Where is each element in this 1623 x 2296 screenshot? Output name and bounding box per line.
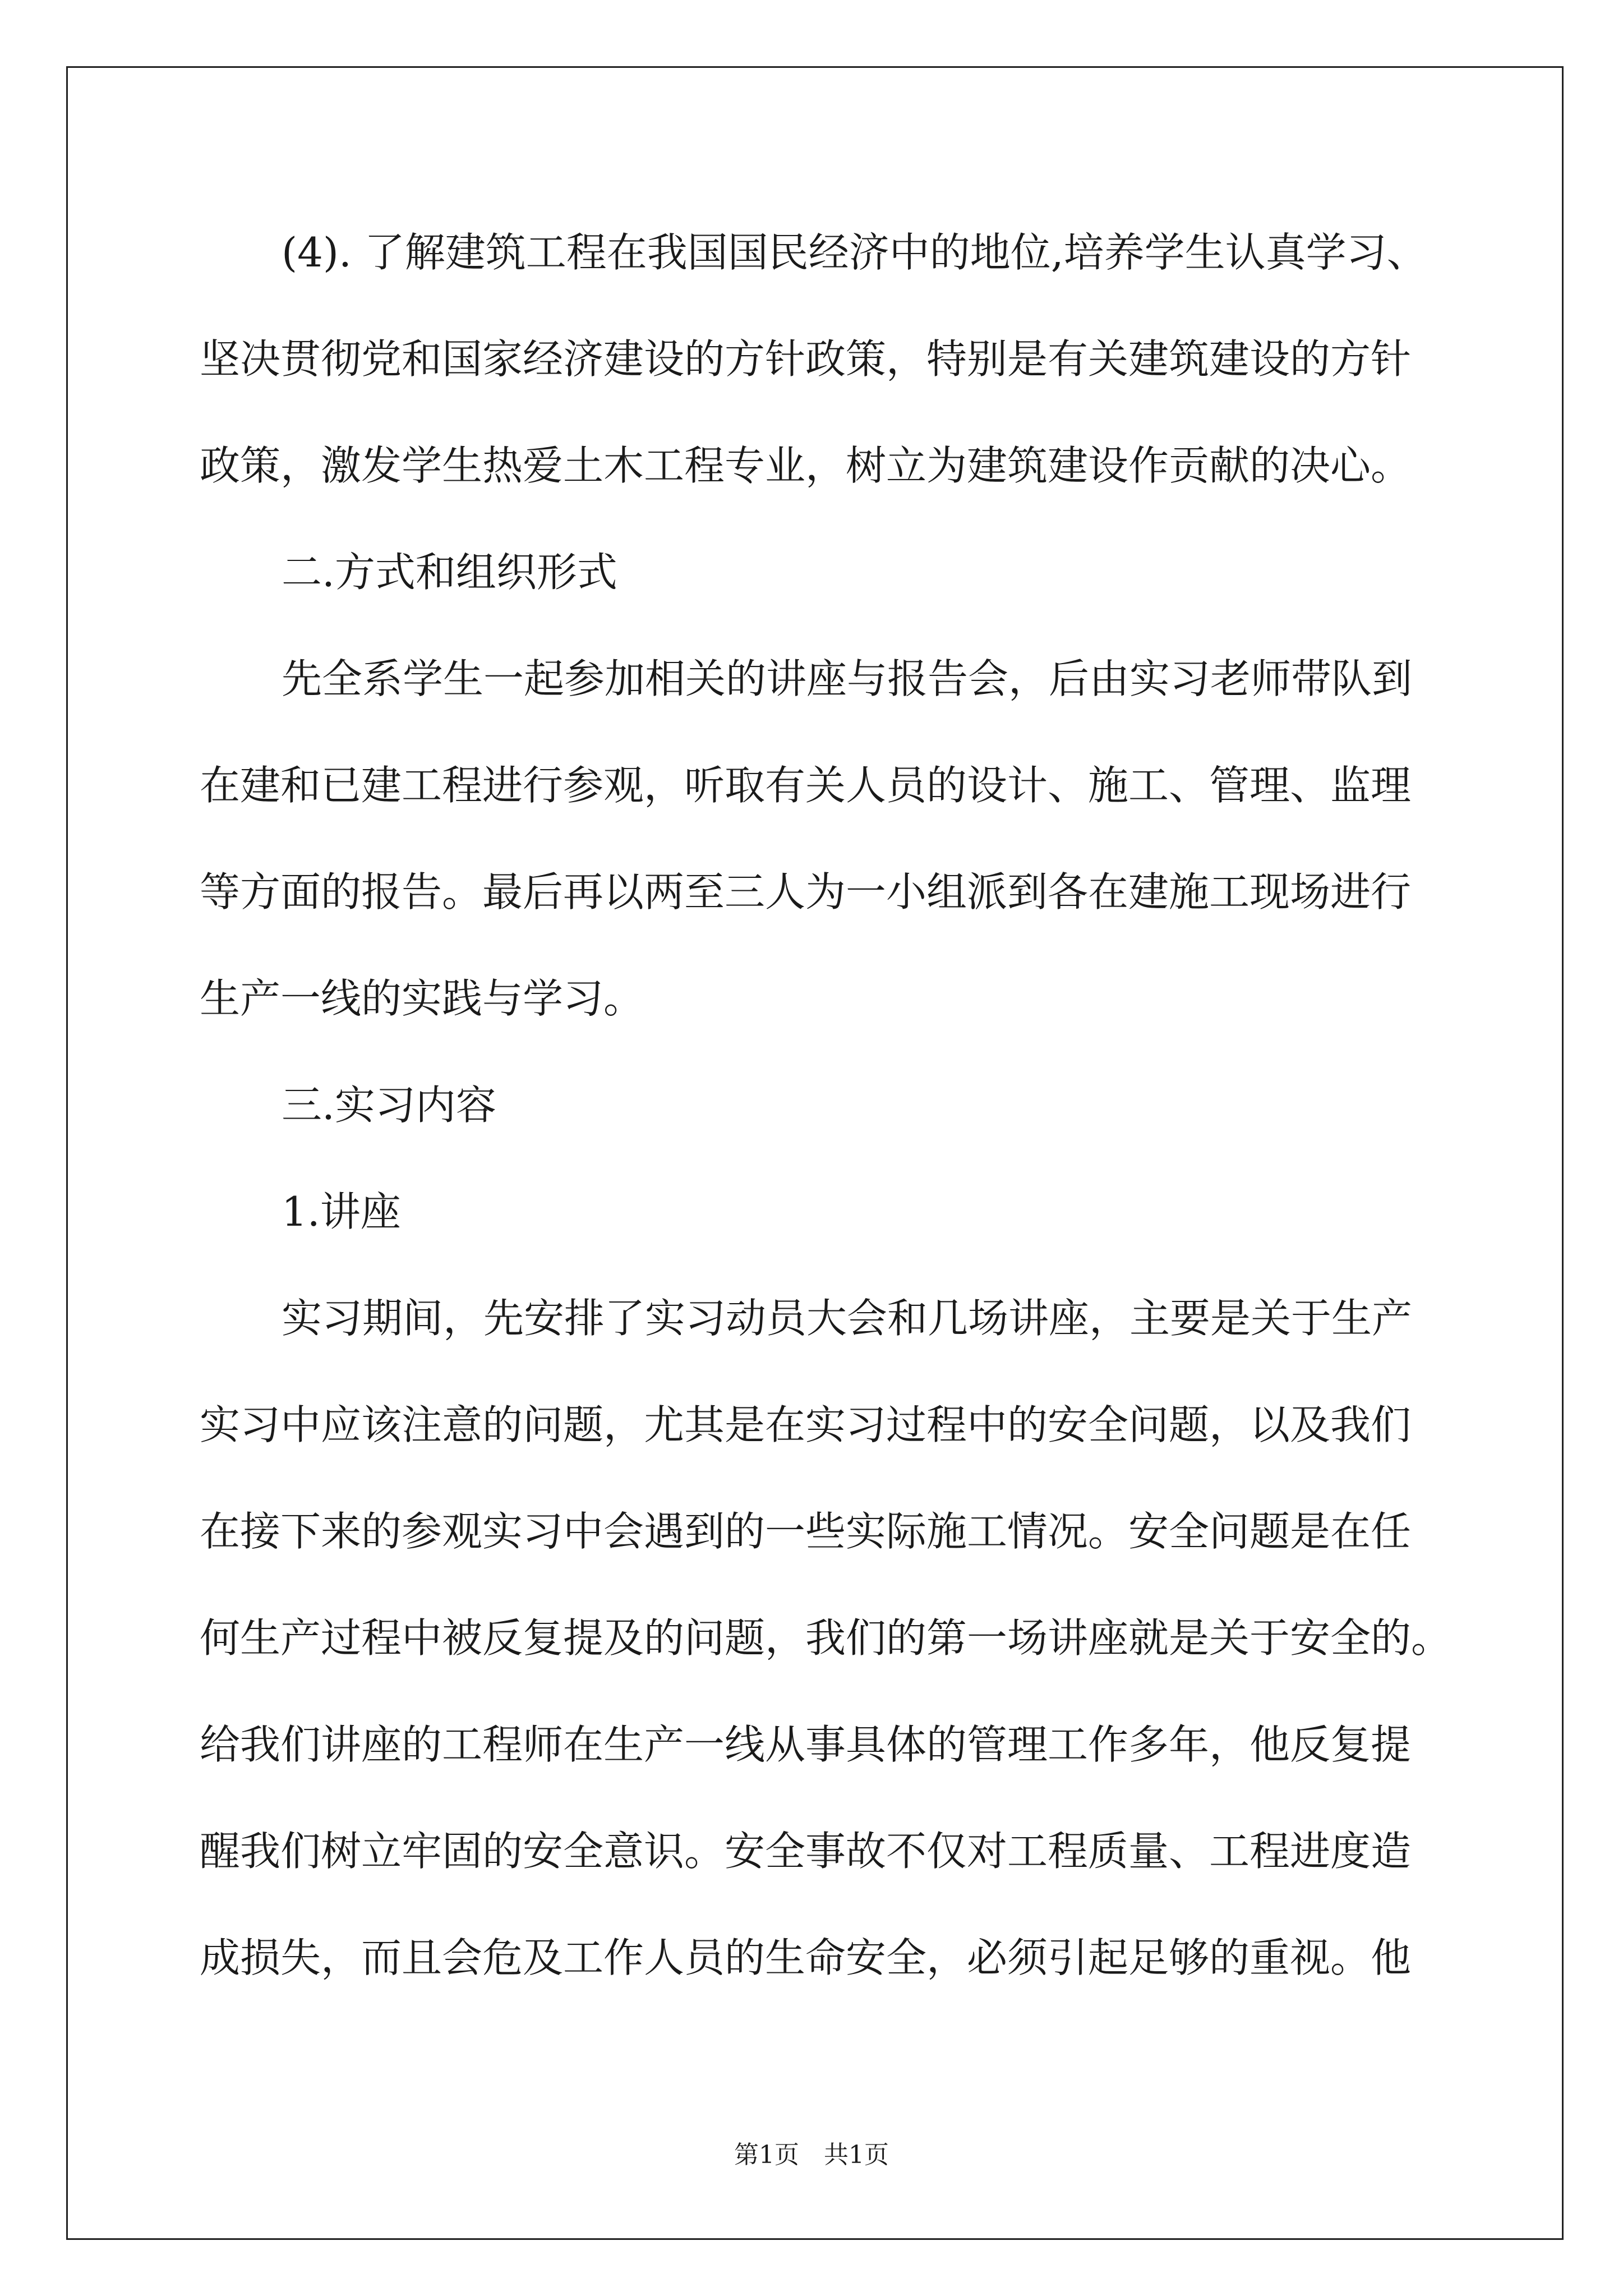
heading-text: 二.方式和组织形式 (282, 549, 617, 596)
current-page-number: 第1页 (734, 2141, 799, 2169)
text-line: 何生产过程中被反复提及的问题，我们的第一场讲座就是关于安全的。 (200, 1614, 1452, 1662)
text-line: 等方面的报告。最后再以两至三人为一小组派到各在建施工现场进行 (200, 868, 1412, 915)
text-line: 生产一线的实践与学习。 (200, 975, 644, 1022)
paragraph (200, 625, 1534, 1052)
subsection-heading (200, 1158, 1534, 1265)
section-heading (200, 519, 1534, 625)
total-page-count: 共1页 (824, 2141, 889, 2169)
text-line: 政策，激发学生热爱土木工程专业，树立为建筑建设作贡献的决心。 (200, 442, 1412, 489)
section-heading (200, 1052, 1534, 1158)
text-line: 在接下来的参观实习中会遇到的一些实际施工情况。安全问题是在任 (200, 1508, 1412, 1555)
heading-text: 1.讲座 (282, 1188, 401, 1235)
paragraph (200, 1265, 1534, 2011)
text-line: 坚决贯彻党和国家经济建设的方针政策，特别是有关建筑建设的方针 (200, 335, 1412, 383)
paragraph (200, 199, 1534, 519)
text-line: 醒我们树立牢固的安全意识。安全事故不仅对工程质量、工程进度造 (200, 1828, 1412, 1875)
text-line: 实习期间，先安排了实习动员大会和几场讲座，主要是关于生产 (282, 1295, 1413, 1342)
document-body (200, 199, 1534, 2011)
text-line: 给我们讲座的工程师在生产一线从事具体的管理工作多年，他反复提 (200, 1721, 1412, 1768)
text-line: 成损失，而且会危及工作人员的生命安全，必须引起足够的重视。他 (200, 1934, 1412, 1981)
text-line: 实习中应该注意的问题，尤其是在实习过程中的安全问题，以及我们 (200, 1401, 1412, 1448)
text-line: 先全系学生一起参加相关的讲座与报告会，后由实习老师带队到 (282, 655, 1413, 702)
text-line: (4). 了解建筑工程在我国国民经济中的地位,培养学生认真学习、 (282, 229, 1427, 276)
page-footer (0, 2138, 1623, 2172)
text-line: 在建和已建工程进行参观，听取有关人员的设计、施工、管理、监理 (200, 762, 1412, 809)
heading-text: 三.实习内容 (282, 1082, 496, 1129)
